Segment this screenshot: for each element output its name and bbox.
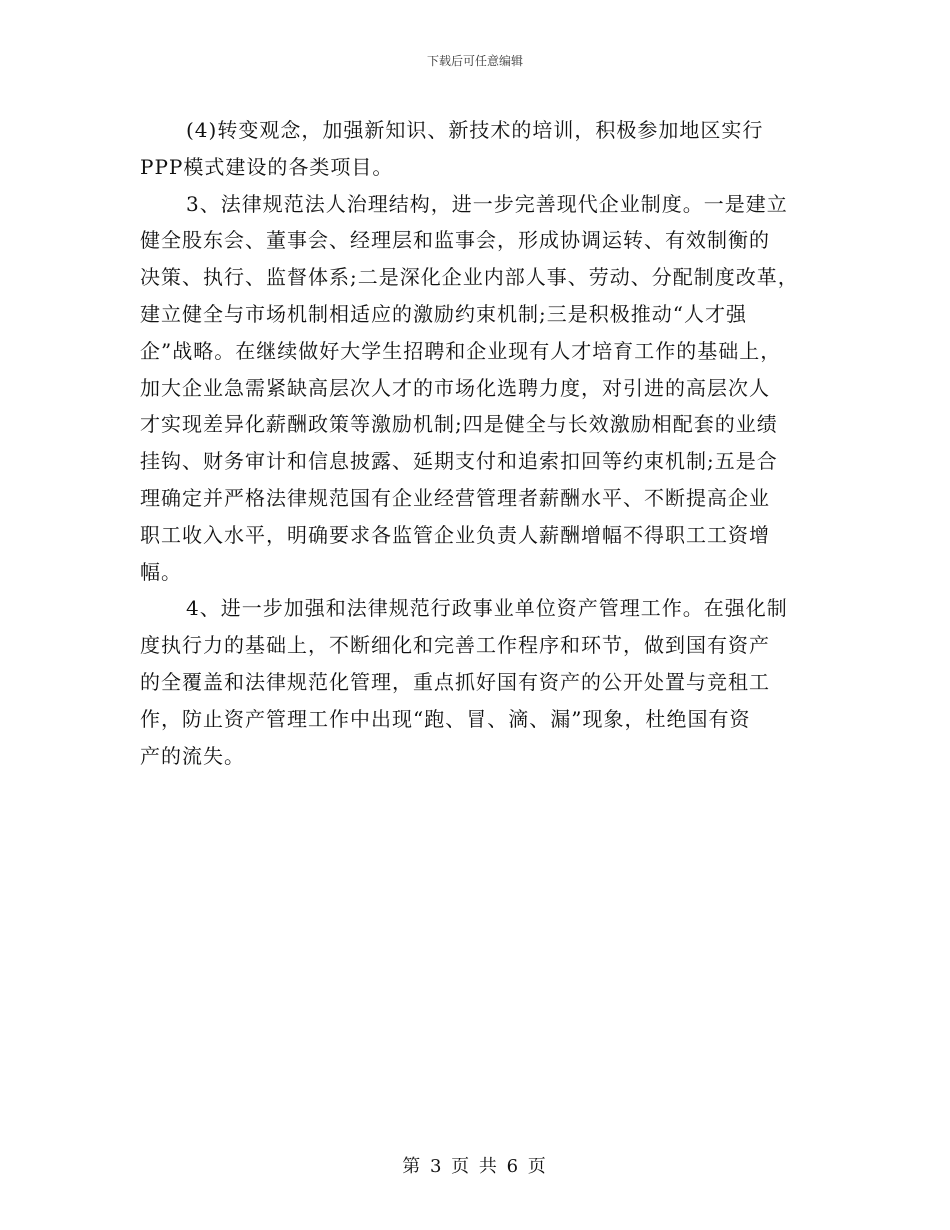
paragraph-line: 幅。	[140, 559, 182, 584]
paragraph-line: 建立健全与市场机制相适应的激励约束机制;三是积极推动“人才强	[140, 301, 747, 326]
document-body	[140, 112, 820, 774]
paragraph-line: 健全股东会、董事会、经理层和监事会，形成协调运转、有效制衡的	[140, 228, 770, 253]
paragraph-line: 决策、执行、监督体系;二是深化企业内部人事、劳动、分配制度改革，	[140, 265, 799, 290]
paragraph-line: 职工收入水平，明确要求各监管企业负责人薪酬增幅不得职工工资增	[140, 522, 770, 547]
paragraph-line: 度执行力的基础上，不断细化和完善工作程序和环节，做到国有资产	[140, 633, 770, 658]
paragraph-line: 才实现差异化薪酬政策等激励机制;四是健全与长效激励相配套的业绩	[140, 412, 778, 437]
paragraph-line: (4)转变观念，加强新知识、新技术的培训，积极参加地区实行	[186, 118, 764, 142]
paragraph-line: 理确定并严格法律规范国有企业经营管理者薪酬水平、不断提高企业	[140, 485, 770, 510]
page-number: 第 3 页 共 6 页	[402, 1156, 548, 1177]
paragraph-line: 的全覆盖和法律规范化管理，重点抓好国有资产的公开处置与竞租工	[140, 669, 770, 694]
paragraph-line: 加大企业急需紧缺高层次人才的市场化选聘力度，对引进的高层次人	[140, 375, 770, 400]
paragraph-line: 挂钩、财务审计和信息披露、延期支付和追索扣回等约束机制;五是合	[140, 449, 778, 474]
paragraph-line: 作，防止资产管理工作中出现“跑、冒、滴、漏”现象，杜绝国有资	[140, 706, 751, 731]
paragraph-line: 4、进一步加强和法律规范行政事业单位资产管理工作。在强化制	[186, 596, 788, 621]
paragraph-line: PPP模式建设的各类项目。	[140, 154, 394, 179]
paragraph-line: 企”战略。在继续做好大学生招聘和企业现有人才培育工作的基础上，	[140, 338, 782, 363]
paragraph-line: 3、法律规范法人治理结构，进一步完善现代企业制度。一是建立	[186, 191, 788, 216]
header-note: 下载后可任意编辑	[426, 54, 523, 68]
paragraph-line: 产的流失。	[140, 743, 245, 768]
